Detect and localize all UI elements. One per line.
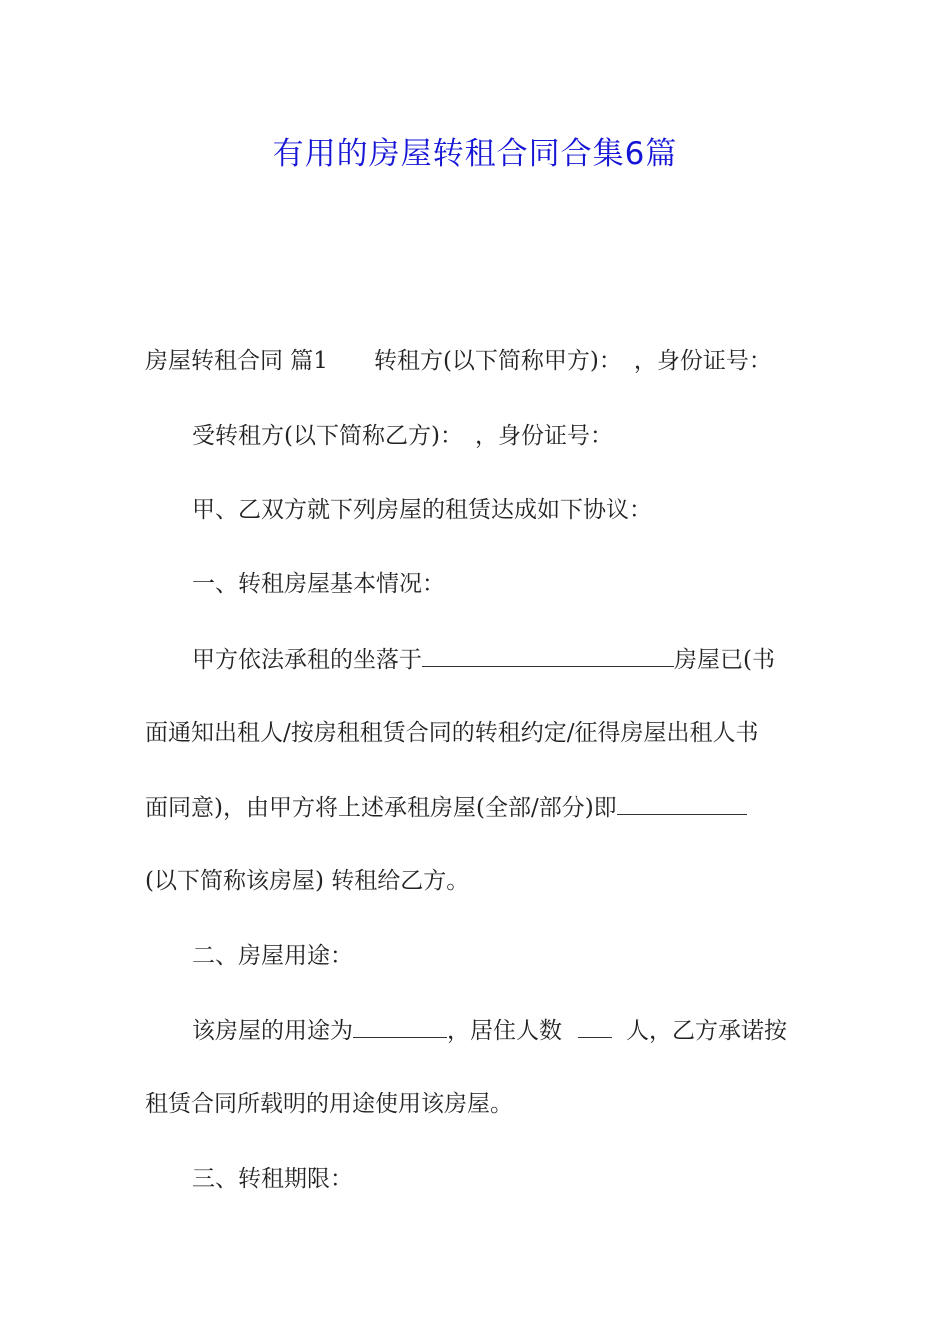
scope-text: 面同意)，由甲方将上述承租房屋(全部/部分)即 bbox=[145, 795, 617, 821]
clause-heading-2: 二、房屋用途： bbox=[192, 943, 353, 969]
document-title: 有用的房屋转租合同合集6篇 bbox=[272, 136, 678, 172]
usage-label: 该房屋的用途为 bbox=[192, 1018, 353, 1044]
location-blank[interactable] bbox=[422, 644, 674, 667]
usage-commitment: 人，乙方承诺按 bbox=[626, 1018, 787, 1044]
paragraph-line-1 bbox=[145, 346, 772, 376]
sublessor-label: 转租方(以下简称甲方)： bbox=[373, 348, 622, 374]
location-label: 甲方依法承租的坐落于 bbox=[192, 647, 422, 673]
sublessee-id-label: ，身份证号： bbox=[474, 423, 613, 449]
clause-heading-1: 一、转租房屋基本情况： bbox=[192, 571, 445, 597]
sublessee-label: 受转租方(以下简称乙方)： bbox=[192, 423, 463, 449]
paragraph-line-8: (以下简称该房屋) 转租给乙方。 bbox=[145, 868, 470, 894]
occupants-label: ，居住人数 bbox=[447, 1018, 562, 1044]
paragraph-line-10 bbox=[192, 1015, 787, 1046]
paragraph-line-7 bbox=[145, 792, 747, 823]
section-heading: 房屋转租合同 篇1 bbox=[145, 348, 328, 374]
location-suffix: 房屋已(书 bbox=[674, 647, 775, 673]
paragraph-line-6: 面通知出租人/按房租租赁合同的转租约定/征得房屋出租人书 bbox=[145, 720, 759, 746]
scope-blank[interactable] bbox=[617, 792, 747, 815]
paragraph-line-3: 甲、乙双方就下列房屋的租赁达成如下协议： bbox=[192, 497, 652, 523]
occupants-blank[interactable] bbox=[578, 1015, 612, 1038]
usage-blank[interactable] bbox=[353, 1015, 447, 1038]
sublessor-id-label: ，身份证号： bbox=[633, 348, 772, 374]
clause-heading-3: 三、转租期限： bbox=[192, 1166, 353, 1192]
paragraph-line-5 bbox=[192, 644, 775, 675]
paragraph-line-2 bbox=[192, 421, 613, 451]
paragraph-line-11: 租赁合同所载明的用途使用该房屋。 bbox=[145, 1091, 513, 1117]
